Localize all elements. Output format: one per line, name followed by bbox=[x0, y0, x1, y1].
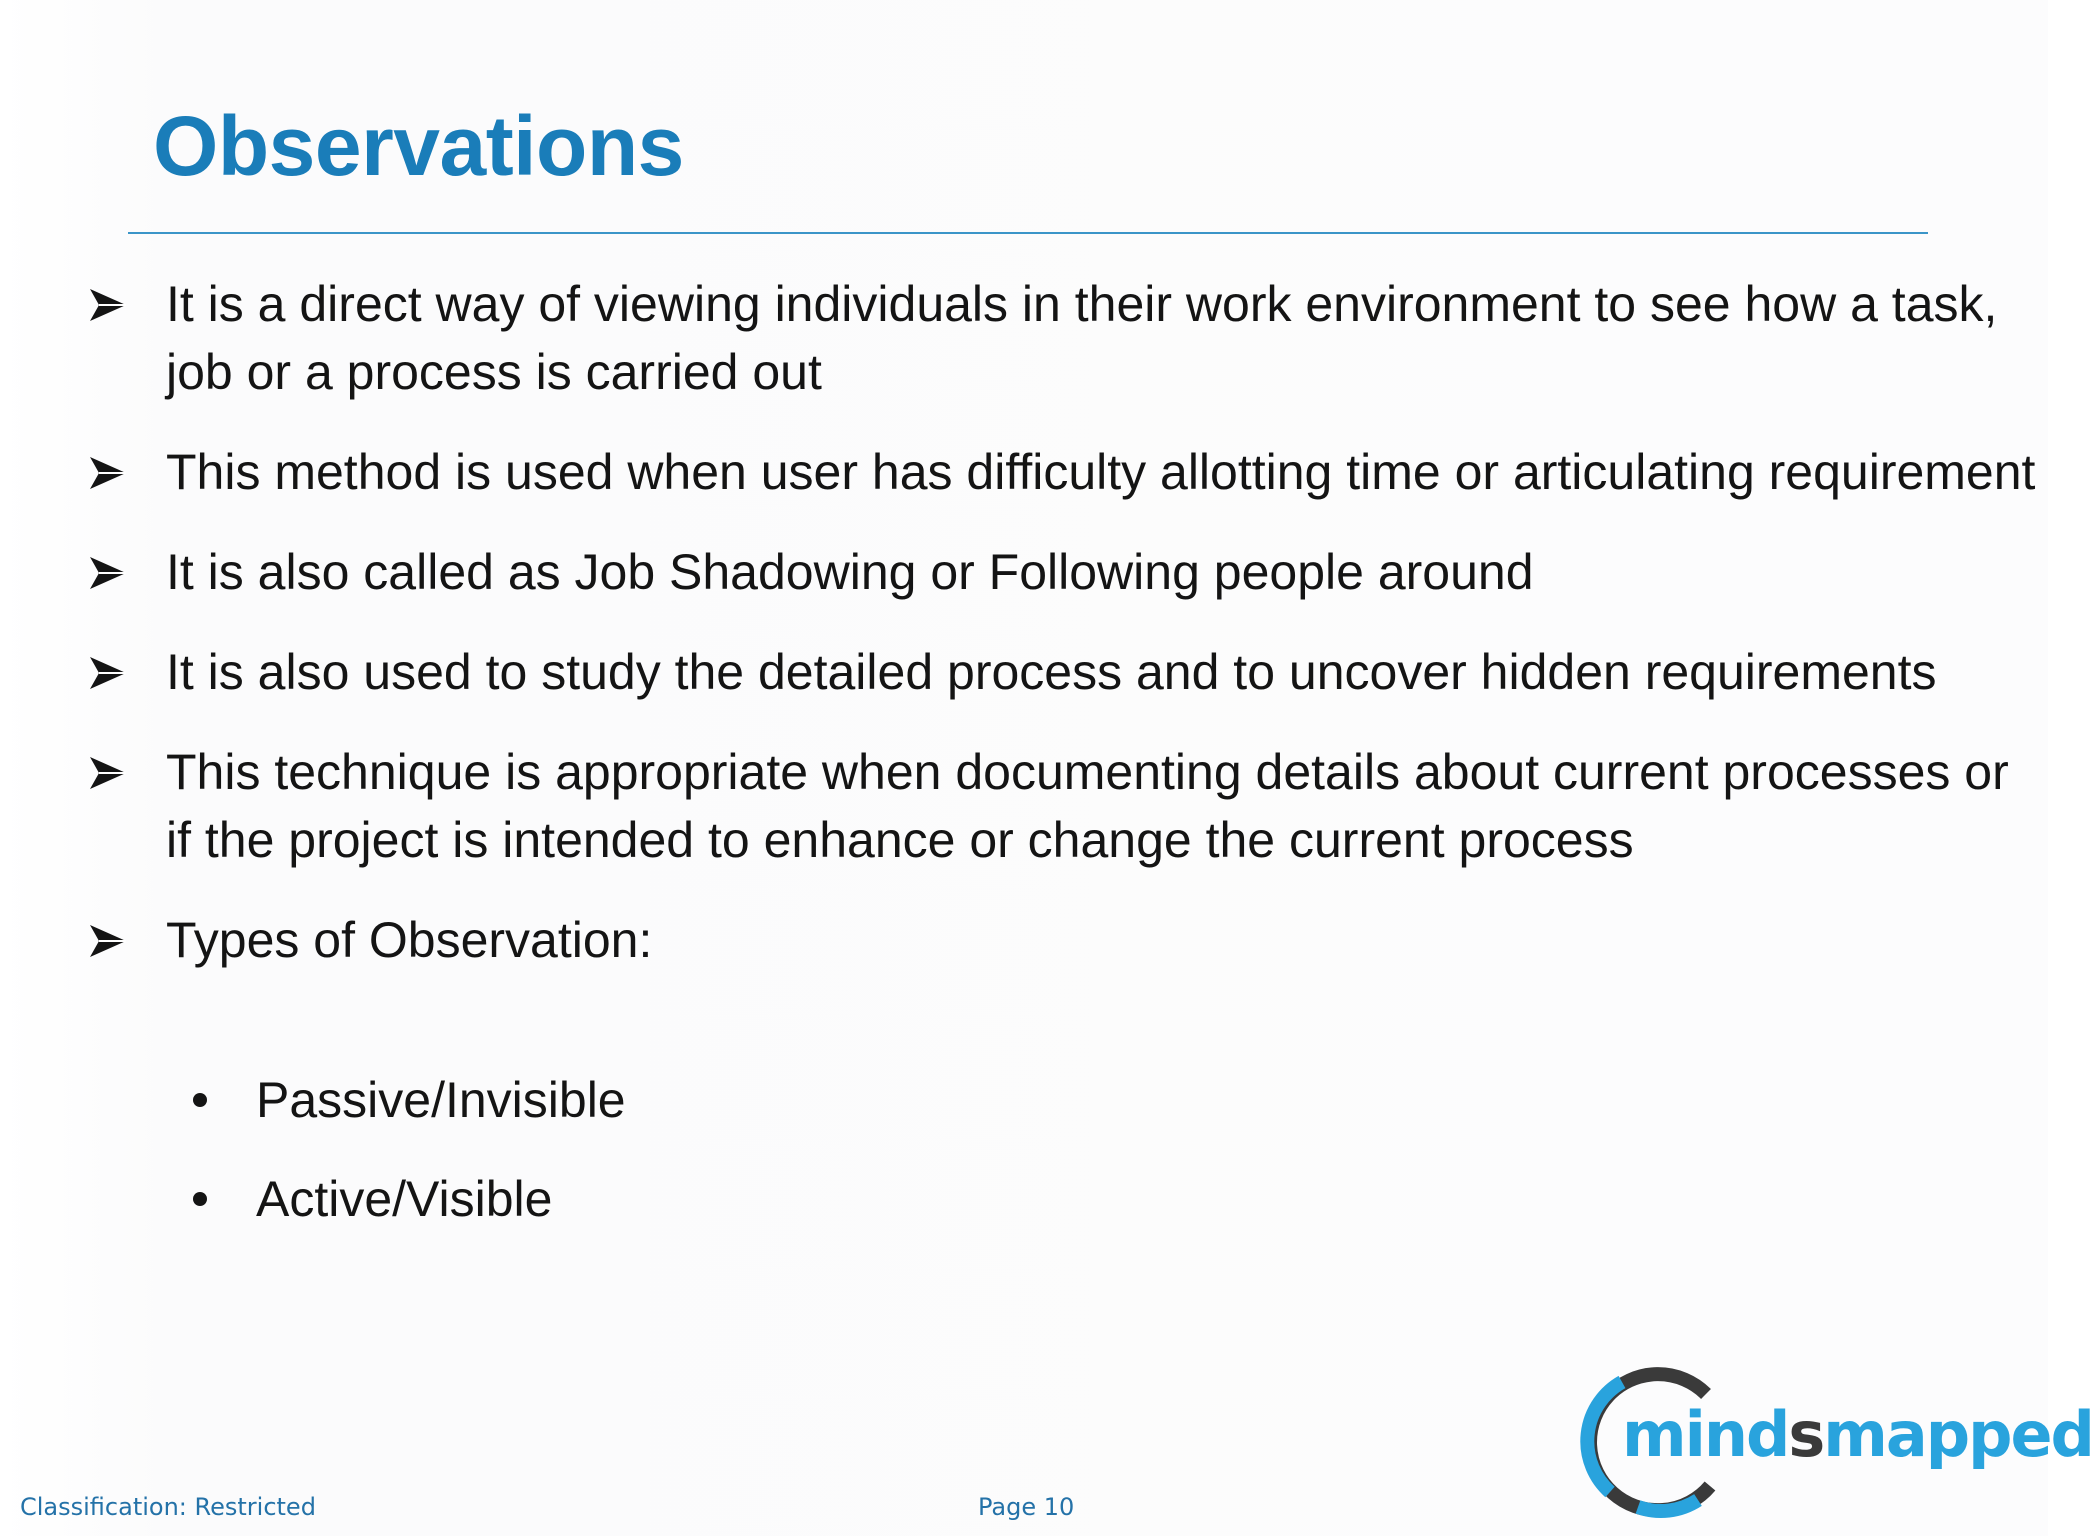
bullet-item bbox=[88, 270, 2038, 406]
bullet-item bbox=[88, 438, 2038, 506]
sub-bullet-text: Passive/Invisible bbox=[256, 1072, 626, 1128]
arrow-bullet-icon bbox=[88, 653, 128, 693]
bullet-item bbox=[88, 738, 2038, 874]
arrow-bullet-icon bbox=[88, 753, 128, 793]
bullet-text: Types of Observation: bbox=[166, 912, 653, 968]
bullet-item bbox=[88, 638, 2038, 706]
sub-bullet-item bbox=[188, 1066, 626, 1134]
sub-bullet-text: Active/Visible bbox=[256, 1171, 553, 1227]
sub-bullet-list bbox=[188, 1066, 626, 1264]
arrow-bullet-icon bbox=[88, 453, 128, 493]
mindsmapped-logo bbox=[1580, 1360, 2093, 1520]
arrow-bullet-icon bbox=[88, 553, 128, 593]
bullet-text: It is a direct way of viewing individuals in their work environment to see how a task, job or a process is carried out bbox=[166, 276, 1998, 400]
sub-bullet-item bbox=[188, 1165, 626, 1233]
logo-text-part1: mind bbox=[1622, 1398, 1789, 1471]
dot-bullet-icon bbox=[193, 1093, 207, 1107]
bullet-text: This method is used when user has difficulty allotting time or articulating requirement bbox=[166, 444, 2036, 500]
bullet-text: This technique is appropriate when documenting details about current processes or if the project is intended to enhance or change the current process bbox=[166, 744, 2009, 868]
bullet-list bbox=[88, 270, 2038, 1006]
logo-text-part2: s bbox=[1788, 1398, 1824, 1471]
classification-label: Classification: Restricted bbox=[20, 1493, 316, 1521]
bullet-text: It is also used to study the detailed process and to uncover hidden requirements bbox=[166, 644, 1937, 700]
logo-wordmark bbox=[1622, 1400, 2093, 1470]
title-divider bbox=[128, 232, 1928, 234]
logo-text-part3: mapped bbox=[1823, 1398, 2093, 1471]
arrow-bullet-icon bbox=[88, 921, 128, 961]
page-number: Page 10 bbox=[978, 1493, 1075, 1521]
bullet-item bbox=[88, 906, 2038, 974]
bullet-text: It is also called as Job Shadowing or Following people around bbox=[166, 544, 1534, 600]
bullet-item bbox=[88, 538, 2038, 606]
slide-title: Observations bbox=[153, 99, 684, 193]
dot-bullet-icon bbox=[193, 1192, 207, 1206]
arrow-bullet-icon bbox=[88, 285, 128, 325]
